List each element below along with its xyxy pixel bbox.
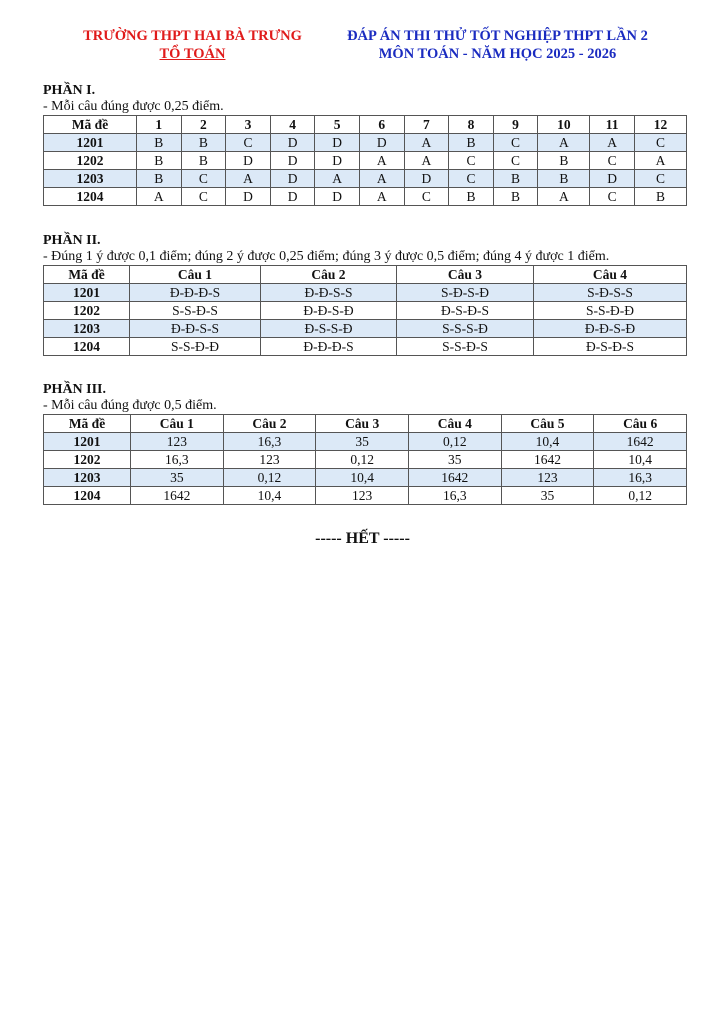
column-header: 2 (181, 116, 226, 134)
answer-cell: 123 (316, 487, 409, 505)
school-block (50, 27, 335, 63)
table-row (44, 188, 687, 206)
answer-cell: 35 (501, 487, 594, 505)
table-row (44, 451, 687, 469)
column-header: 10 (538, 116, 590, 134)
column-header: 4 (270, 116, 315, 134)
exam-code-cell: 1201 (44, 284, 130, 302)
answer-cell: A (137, 188, 182, 206)
column-header: Câu 5 (501, 415, 594, 433)
table-row (44, 487, 687, 505)
answer-cell: D (226, 152, 271, 170)
answer-cell: S-S-Đ-S (130, 302, 261, 320)
answer-cell: C (449, 152, 494, 170)
answer-cell: 0,12 (316, 451, 409, 469)
answer-cell: 123 (131, 433, 224, 451)
answer-cell: C (590, 152, 635, 170)
column-header: Câu 1 (131, 415, 224, 433)
exam-title-block (320, 27, 675, 63)
answer-cell: S-Đ-S-Đ (397, 284, 534, 302)
answer-cell: 16,3 (223, 433, 316, 451)
part1-section (43, 83, 687, 206)
exam-subtitle: MÔN TOÁN - NĂM HỌC 2025 - 2026 (378, 46, 617, 62)
answer-cell: D (270, 188, 315, 206)
column-header: Câu 3 (316, 415, 409, 433)
answer-cell: 35 (408, 451, 501, 469)
answer-cell: Đ-Đ-Đ-S (261, 338, 397, 356)
column-header: 7 (404, 116, 449, 134)
column-header: 1 (137, 116, 182, 134)
part3-body (44, 433, 687, 505)
part3-section (43, 382, 687, 505)
column-header: Câu 4 (408, 415, 501, 433)
answer-cell: Đ-Đ-S-S (261, 284, 397, 302)
exam-code-cell: 1203 (44, 469, 131, 487)
part1-table (43, 115, 687, 206)
answer-cell: A (359, 170, 404, 188)
answer-cell: 123 (501, 469, 594, 487)
table-row (44, 284, 687, 302)
table-row (44, 320, 687, 338)
part1-body (44, 134, 687, 206)
part2-section (43, 233, 687, 356)
exam-title: ĐÁP ÁN THI THỬ TỐT NGHIỆP THPT LẦN 2 (347, 28, 648, 44)
table-row (44, 170, 687, 188)
answer-cell: B (181, 134, 226, 152)
answer-cell: A (538, 188, 590, 206)
part2-table (43, 265, 687, 356)
column-header: Câu 4 (534, 266, 687, 284)
answer-cell: 1642 (501, 451, 594, 469)
part3-header-row (44, 415, 687, 433)
answer-cell: B (449, 134, 494, 152)
answer-cell: 10,4 (594, 451, 687, 469)
answer-cell: S-S-S-Đ (397, 320, 534, 338)
answer-cell: Đ-S-Đ-S (397, 302, 534, 320)
exam-code-cell: 1201 (44, 433, 131, 451)
answer-cell: C (635, 134, 687, 152)
column-header: 6 (359, 116, 404, 134)
answer-cell: A (226, 170, 271, 188)
document-header (0, 27, 725, 67)
answer-cell: B (137, 134, 182, 152)
table-row (44, 469, 687, 487)
answer-cell: 0,12 (223, 469, 316, 487)
answer-cell: D (315, 134, 360, 152)
column-header-code: Mã đề (44, 415, 131, 433)
answer-cell: 1642 (131, 487, 224, 505)
table-row (44, 152, 687, 170)
exam-code-cell: 1201 (44, 134, 137, 152)
answer-cell: 123 (223, 451, 316, 469)
part1-title: PHẦN I. (43, 83, 96, 98)
column-header: 11 (590, 116, 635, 134)
answer-cell: C (449, 170, 494, 188)
answer-cell: D (270, 134, 315, 152)
answer-cell: D (359, 134, 404, 152)
school-name: TRƯỜNG THPT HAI BÀ TRƯNG (83, 28, 302, 44)
answer-cell: B (181, 152, 226, 170)
answer-cell: A (315, 170, 360, 188)
column-header: 8 (449, 116, 494, 134)
answer-cell: 1642 (594, 433, 687, 451)
answer-cell: 35 (316, 433, 409, 451)
answer-cell: 16,3 (594, 469, 687, 487)
answer-cell: 1642 (408, 469, 501, 487)
part2-title: PHẦN II. (43, 233, 101, 248)
answer-cell: C (404, 188, 449, 206)
answer-cell: S-S-Đ-S (397, 338, 534, 356)
column-header-code: Mã đề (44, 116, 137, 134)
answer-cell: D (315, 188, 360, 206)
answer-cell: Đ-Đ-S-S (130, 320, 261, 338)
answer-cell: B (538, 152, 590, 170)
answer-cell: S-S-Đ-Đ (534, 302, 687, 320)
answer-cell: Đ-Đ-Đ-S (130, 284, 261, 302)
answer-cell: A (538, 134, 590, 152)
table-row (44, 338, 687, 356)
part2-body (44, 284, 687, 356)
answer-cell: B (493, 170, 538, 188)
answer-cell: D (404, 170, 449, 188)
department-name: TỔ TOÁN (159, 46, 226, 62)
answer-cell: 16,3 (131, 451, 224, 469)
answer-cell: Đ-Đ-S-Đ (261, 302, 397, 320)
end-marker: ----- HẾT ----- (315, 530, 410, 547)
answer-cell: 16,3 (408, 487, 501, 505)
part1-header-row (44, 116, 687, 134)
answer-cell: S-S-Đ-Đ (130, 338, 261, 356)
answer-cell: B (137, 170, 182, 188)
answer-cell: 0,12 (408, 433, 501, 451)
column-header-code: Mã đề (44, 266, 130, 284)
answer-cell: A (359, 188, 404, 206)
column-header: 5 (315, 116, 360, 134)
answer-cell: C (635, 170, 687, 188)
exam-code-cell: 1202 (44, 451, 131, 469)
answer-cell: C (590, 188, 635, 206)
column-header: Câu 6 (594, 415, 687, 433)
answer-cell: C (493, 134, 538, 152)
column-header: Câu 1 (130, 266, 261, 284)
part1-note: - Mỗi câu đúng được 0,25 điểm. (43, 99, 224, 114)
answer-cell: D (226, 188, 271, 206)
answer-cell: C (493, 152, 538, 170)
answer-cell: A (359, 152, 404, 170)
answer-cell: C (181, 188, 226, 206)
answer-cell: D (590, 170, 635, 188)
exam-code-cell: 1204 (44, 338, 130, 356)
part2-header-row (44, 266, 687, 284)
answer-cell: A (590, 134, 635, 152)
part3-note: - Mỗi câu đúng được 0,5 điểm. (43, 398, 217, 413)
column-header: 9 (493, 116, 538, 134)
answer-cell: C (181, 170, 226, 188)
table-row (44, 302, 687, 320)
exam-code-cell: 1203 (44, 170, 137, 188)
exam-code-cell: 1204 (44, 188, 137, 206)
part2-note: - Đúng 1 ý được 0,1 điểm; đúng 2 ý được 0,25 điểm; đúng 3 ý được 0,5 điểm; đúng 4 ý được 1 điểm. (43, 249, 610, 264)
answer-cell: A (635, 152, 687, 170)
exam-code-cell: 1202 (44, 152, 137, 170)
answer-cell: Đ-Đ-S-Đ (534, 320, 687, 338)
table-row (44, 134, 687, 152)
answer-cell: 35 (131, 469, 224, 487)
table-row (44, 433, 687, 451)
answer-cell: 10,4 (316, 469, 409, 487)
exam-code-cell: 1204 (44, 487, 131, 505)
column-header: Câu 2 (223, 415, 316, 433)
column-header: Câu 3 (397, 266, 534, 284)
answer-cell: B (538, 170, 590, 188)
column-header: 3 (226, 116, 271, 134)
answer-cell: B (449, 188, 494, 206)
column-header: Câu 2 (261, 266, 397, 284)
answer-cell: B (493, 188, 538, 206)
answer-cell: D (270, 152, 315, 170)
answer-cell: B (635, 188, 687, 206)
answer-cell: S-Đ-S-S (534, 284, 687, 302)
answer-cell: D (315, 152, 360, 170)
exam-code-cell: 1202 (44, 302, 130, 320)
answer-cell: 10,4 (501, 433, 594, 451)
answer-cell: Đ-S-Đ-S (534, 338, 687, 356)
answer-cell: D (270, 170, 315, 188)
answer-cell: B (137, 152, 182, 170)
answer-cell: 10,4 (223, 487, 316, 505)
answer-cell: C (226, 134, 271, 152)
answer-cell: A (404, 152, 449, 170)
answer-cell: A (404, 134, 449, 152)
part3-title: PHẦN III. (43, 382, 107, 397)
part3-table (43, 414, 687, 505)
answer-cell: 0,12 (594, 487, 687, 505)
exam-code-cell: 1203 (44, 320, 130, 338)
column-header: 12 (635, 116, 687, 134)
answer-cell: Đ-S-S-Đ (261, 320, 397, 338)
